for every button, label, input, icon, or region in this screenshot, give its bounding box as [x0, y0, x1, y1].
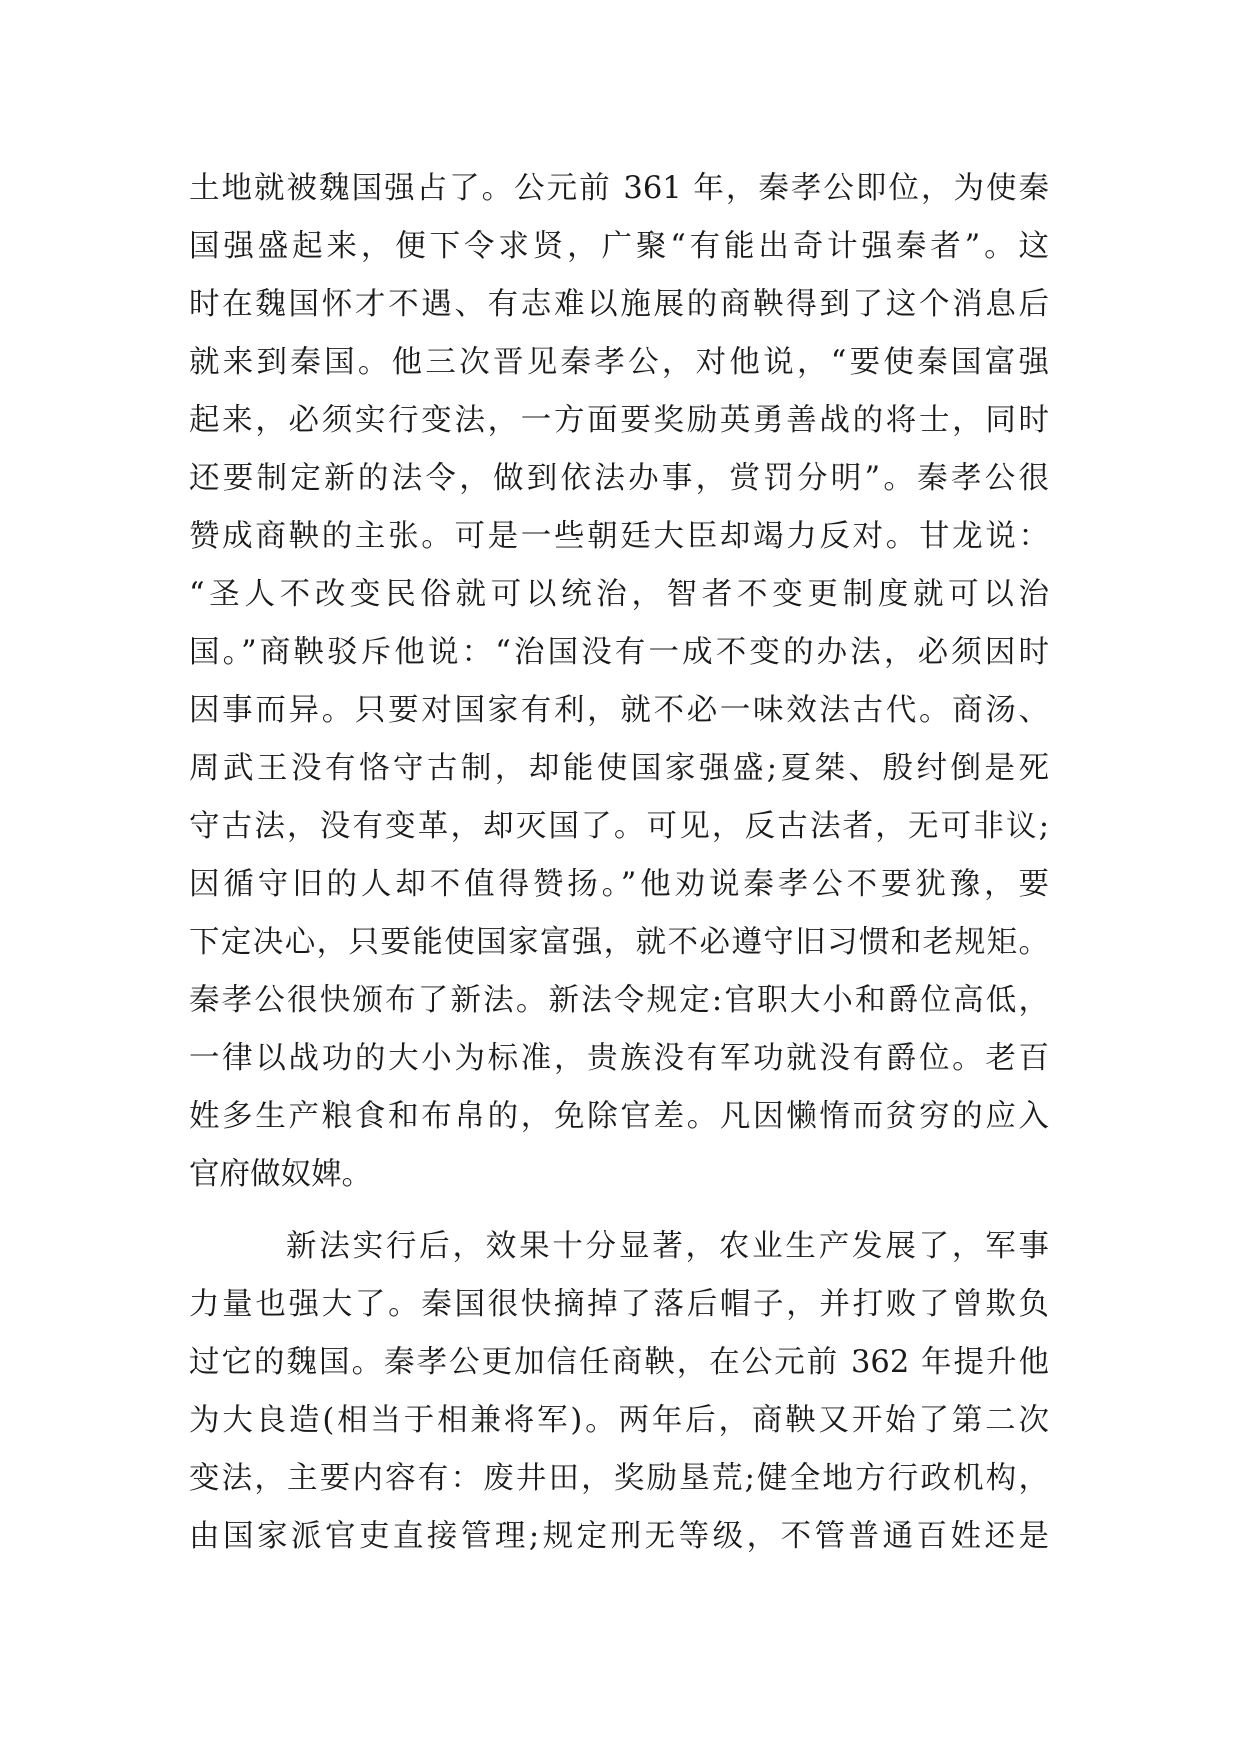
text-line: 国。”商鞅驳斥他说：“治国没有一成不变的办法，必须因时	[189, 635, 1049, 670]
text-line: 因循守旧的人却不值得赞扬。”他劝说秦孝公不要犹豫，要	[189, 867, 1049, 902]
text-line: 新法实行后，效果十分显著，农业生产发展了，军事	[286, 1229, 1049, 1264]
text-line: 因事而异。只要对国家有利，就不必一味效法古代。商汤、	[189, 693, 1049, 728]
document-body	[189, 160, 1049, 1566]
text-line: 赞成商鞅的主张。可是一些朝廷大臣却竭力反对。甘龙说：	[189, 519, 1049, 554]
text-line: 就来到秦国。他三次晋见秦孝公，对他说，“要使秦国富强	[189, 345, 1049, 380]
text-line: 官府做奴婢。	[189, 1157, 372, 1192]
paragraph-spacer	[189, 1204, 1049, 1218]
text-line: 守古法，没有变革，却灭国了。可见，反古法者，无可非议;	[189, 809, 1049, 844]
paragraph-2	[189, 1218, 1049, 1566]
text-line: 秦孝公很快颁布了新法。新法令规定:官职大小和爵位高低，	[189, 983, 1049, 1018]
text-line: 过它的魏国。秦孝公更加信任商鞅，在公元前 362 年提升他	[189, 1345, 1049, 1380]
text-line: 起来，必须实行变法，一方面要奖励英勇善战的将士，同时	[189, 403, 1049, 438]
text-line: 土地就被魏国强占了。公元前 361 年，秦孝公即位，为使秦	[189, 171, 1049, 206]
text-line: 由国家派官吏直接管理;规定刑无等级，不管普通百姓还是	[189, 1519, 1049, 1554]
text-line: “圣人不改变民俗就可以统治，智者不变更制度就可以治	[189, 577, 1049, 612]
text-line: 力量也强大了。秦国很快摘掉了落后帽子，并打败了曾欺负	[189, 1287, 1049, 1322]
paragraph-1	[189, 160, 1049, 1204]
text-line: 姓多生产粮食和布帛的，免除官差。凡因懒惰而贫穷的应入	[189, 1099, 1049, 1134]
text-line: 一律以战功的大小为标准，贵族没有军功就没有爵位。老百	[189, 1041, 1049, 1076]
text-line: 变法，主要内容有：废井田，奖励垦荒;健全地方行政机构，	[189, 1461, 1049, 1496]
text-line: 下定决心，只要能使国家富强，就不必遵守旧习惯和老规矩。	[189, 925, 1049, 960]
text-line: 还要制定新的法令，做到依法办事，赏罚分明”。秦孝公很	[189, 461, 1049, 496]
text-line: 周武王没有恪守古制，却能使国家强盛;夏桀、殷纣倒是死	[189, 751, 1049, 786]
text-line: 时在魏国怀才不遇、有志难以施展的商鞅得到了这个消息后	[189, 287, 1049, 322]
text-line: 国强盛起来，便下令求贤，广聚“有能出奇计强秦者”。这	[189, 229, 1049, 264]
text-line: 为大良造(相当于相兼将军)。两年后，商鞅又开始了第二次	[189, 1403, 1049, 1438]
